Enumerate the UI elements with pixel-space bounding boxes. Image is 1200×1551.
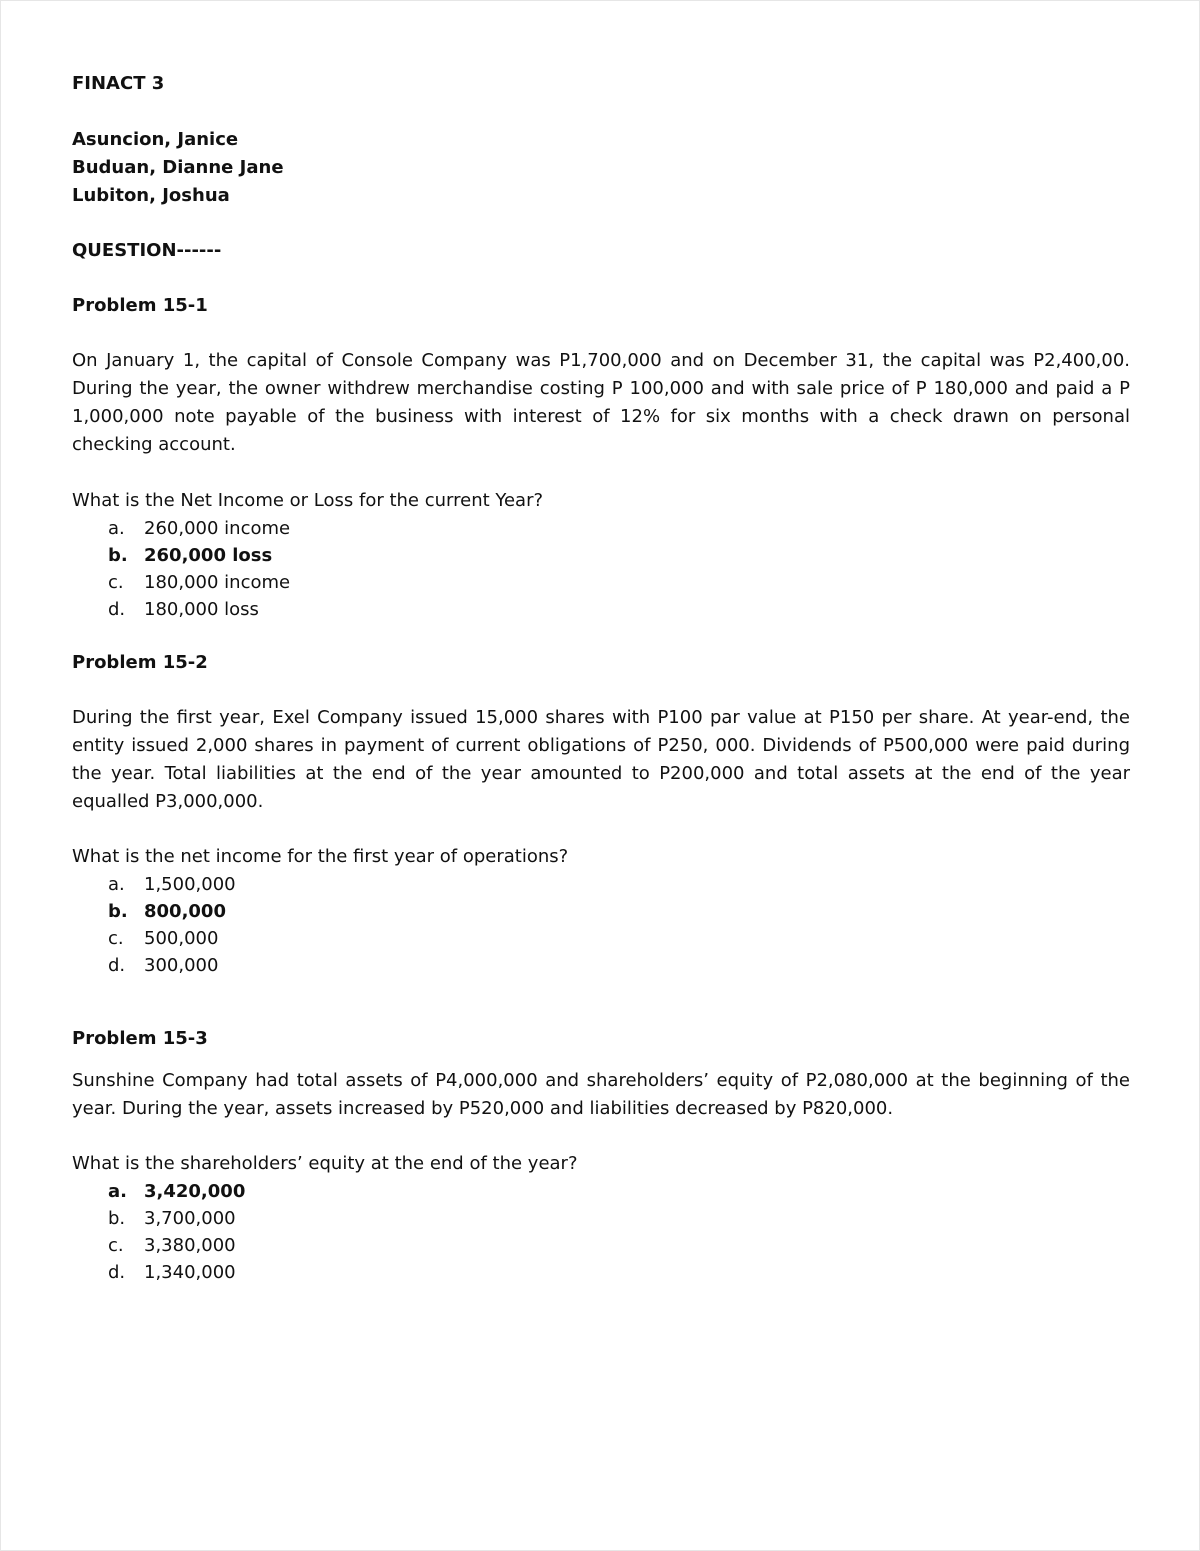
answer-option: d. 300,000 (108, 955, 219, 976)
answer-option: a. 1,500,000 (108, 874, 236, 895)
problem-question: What is the net income for the first year of operations? (72, 846, 569, 867)
answer-option: d. 180,000 loss (108, 599, 259, 620)
problem-text: Sunshine Company had total assets of P4,000,000 and shareholders’ equity of P2,080,000 at the beginning of the year. During the year, assets increased by P520,000 and liabilities decreased by P820,000. (72, 1070, 1130, 1119)
problem-15-3 (72, 1025, 1130, 1286)
answer-option: a. 260,000 income (108, 518, 291, 539)
problem-15-1 (72, 292, 1130, 623)
answer-option-selected: a. 3,420,000 (108, 1181, 246, 1202)
problem-question: What is the shareholders’ equity at the end of the year? (72, 1153, 578, 1174)
answer-option-selected: b. 260,000 loss (108, 545, 273, 566)
answer-option: c. 3,380,000 (108, 1235, 236, 1256)
answer-option: c. 500,000 (108, 928, 219, 949)
course-title: FINACT 3 (72, 73, 165, 94)
problem-title: Problem 15-1 (72, 295, 208, 316)
answer-option: d. 1,340,000 (108, 1262, 236, 1283)
answer-options (72, 1178, 1130, 1286)
author-name: Buduan, Dianne Jane (72, 157, 284, 178)
problem-text: During the first year, Exel Company issued 15,000 shares with P100 par value at P150 per share. At year-end, the entity issued 2,000 shares in payment of current obligations of P250, 000. Dividends of P500,000 were paid during the year. Total liabilities at the end of the year amounted to P200,000 and total assets at the end of the year equalled P3,000,000. (72, 707, 1130, 812)
answer-option-selected: b. 800,000 (108, 901, 226, 922)
answer-option: c. 180,000 income (108, 572, 291, 593)
problem-question: What is the Net Income or Loss for the current Year? (72, 490, 544, 511)
answer-options (72, 515, 1130, 623)
problem-15-2 (72, 649, 1130, 979)
problem-title: Problem 15-3 (72, 1028, 208, 1049)
document-page (72, 70, 1130, 1286)
answer-options (72, 871, 1130, 979)
author-name: Lubiton, Joshua (72, 185, 230, 206)
author-list (72, 126, 1130, 210)
answer-option: b. 3,700,000 (108, 1208, 236, 1229)
question-header: QUESTION------ (72, 240, 222, 261)
problem-title: Problem 15-2 (72, 652, 208, 673)
author-name: Asuncion, Janice (72, 129, 239, 150)
problem-text: On January 1, the capital of Console Company was P1,700,000 and on December 31, the capital was P2,400,00. During the year, the owner withdrew merchandise costing P 100,000 and with sale price of P 180,000 and paid a P 1,000,000 note payable of the business with interest of 12% for six months with a check drawn on personal checking account. (72, 350, 1130, 455)
